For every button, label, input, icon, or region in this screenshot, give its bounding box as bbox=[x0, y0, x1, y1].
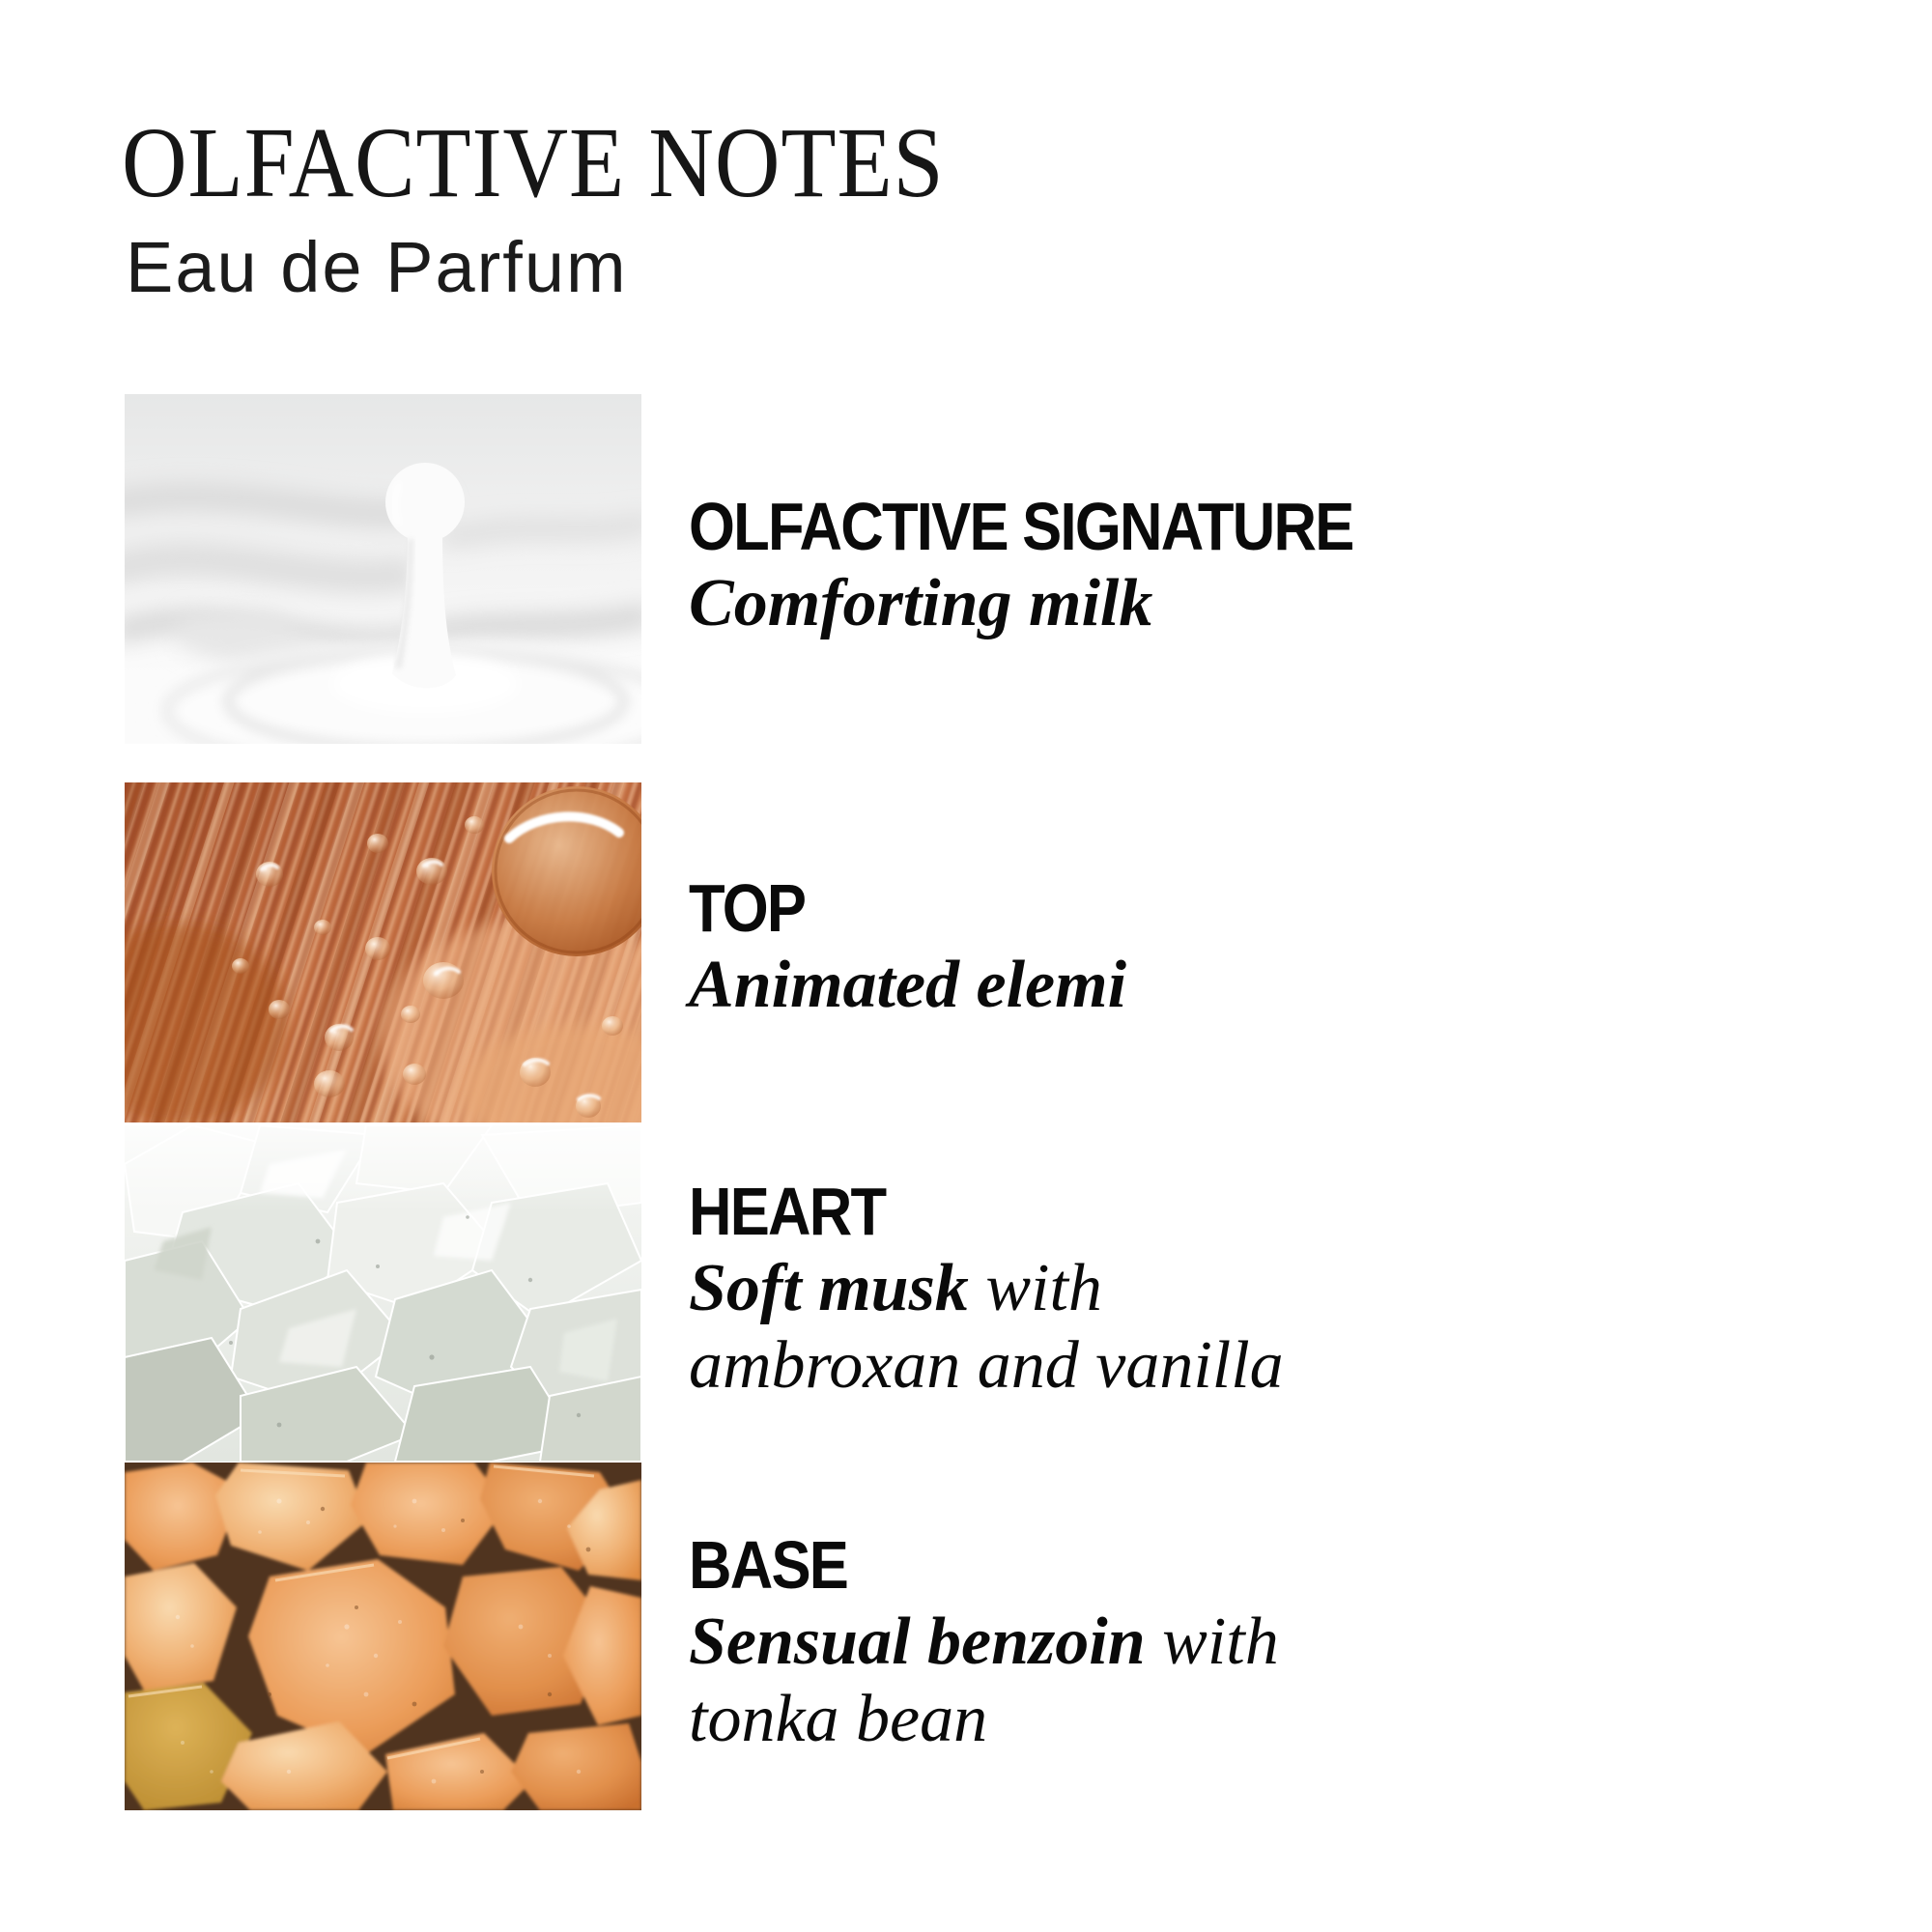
benzoin-resin-image bbox=[125, 1463, 641, 1810]
page-subtitle: Eau de Parfum bbox=[126, 227, 628, 307]
section-label: HEART bbox=[689, 1174, 886, 1249]
note-bold: Sensual benzoin bbox=[689, 1605, 1146, 1679]
section-olfactive-signature bbox=[689, 488, 1355, 642]
elemi-resin-illustration bbox=[125, 782, 641, 1122]
section-base bbox=[689, 1526, 1355, 1758]
note-rest: with ambroxan and vanilla bbox=[689, 1251, 1284, 1403]
musk-crystal-image bbox=[125, 1125, 641, 1462]
section-top bbox=[689, 869, 1355, 1024]
milk-splash-image bbox=[125, 394, 641, 744]
section-note bbox=[689, 1250, 1355, 1405]
section-label: BASE bbox=[689, 1527, 848, 1603]
section-note bbox=[689, 565, 1355, 642]
benzoin-resin-illustration bbox=[125, 1463, 641, 1810]
elemi-resin-image bbox=[125, 782, 641, 1122]
section-note bbox=[689, 947, 1355, 1024]
milk-splash-illustration bbox=[125, 394, 641, 744]
musk-crystal-illustration bbox=[125, 1125, 641, 1462]
page-title: OLFACTIVE NOTES bbox=[122, 107, 945, 218]
note-rest: with tonka bean bbox=[689, 1605, 1279, 1756]
note-bold: Soft musk bbox=[689, 1251, 969, 1325]
section-note bbox=[689, 1604, 1355, 1758]
section-label: TOP bbox=[689, 870, 806, 946]
note-bold: Comforting milk bbox=[689, 566, 1153, 640]
note-bold: Animated elemi bbox=[689, 948, 1127, 1022]
section-label: OLFACTIVE SIGNATURE bbox=[689, 489, 1353, 564]
section-heart bbox=[689, 1173, 1355, 1405]
